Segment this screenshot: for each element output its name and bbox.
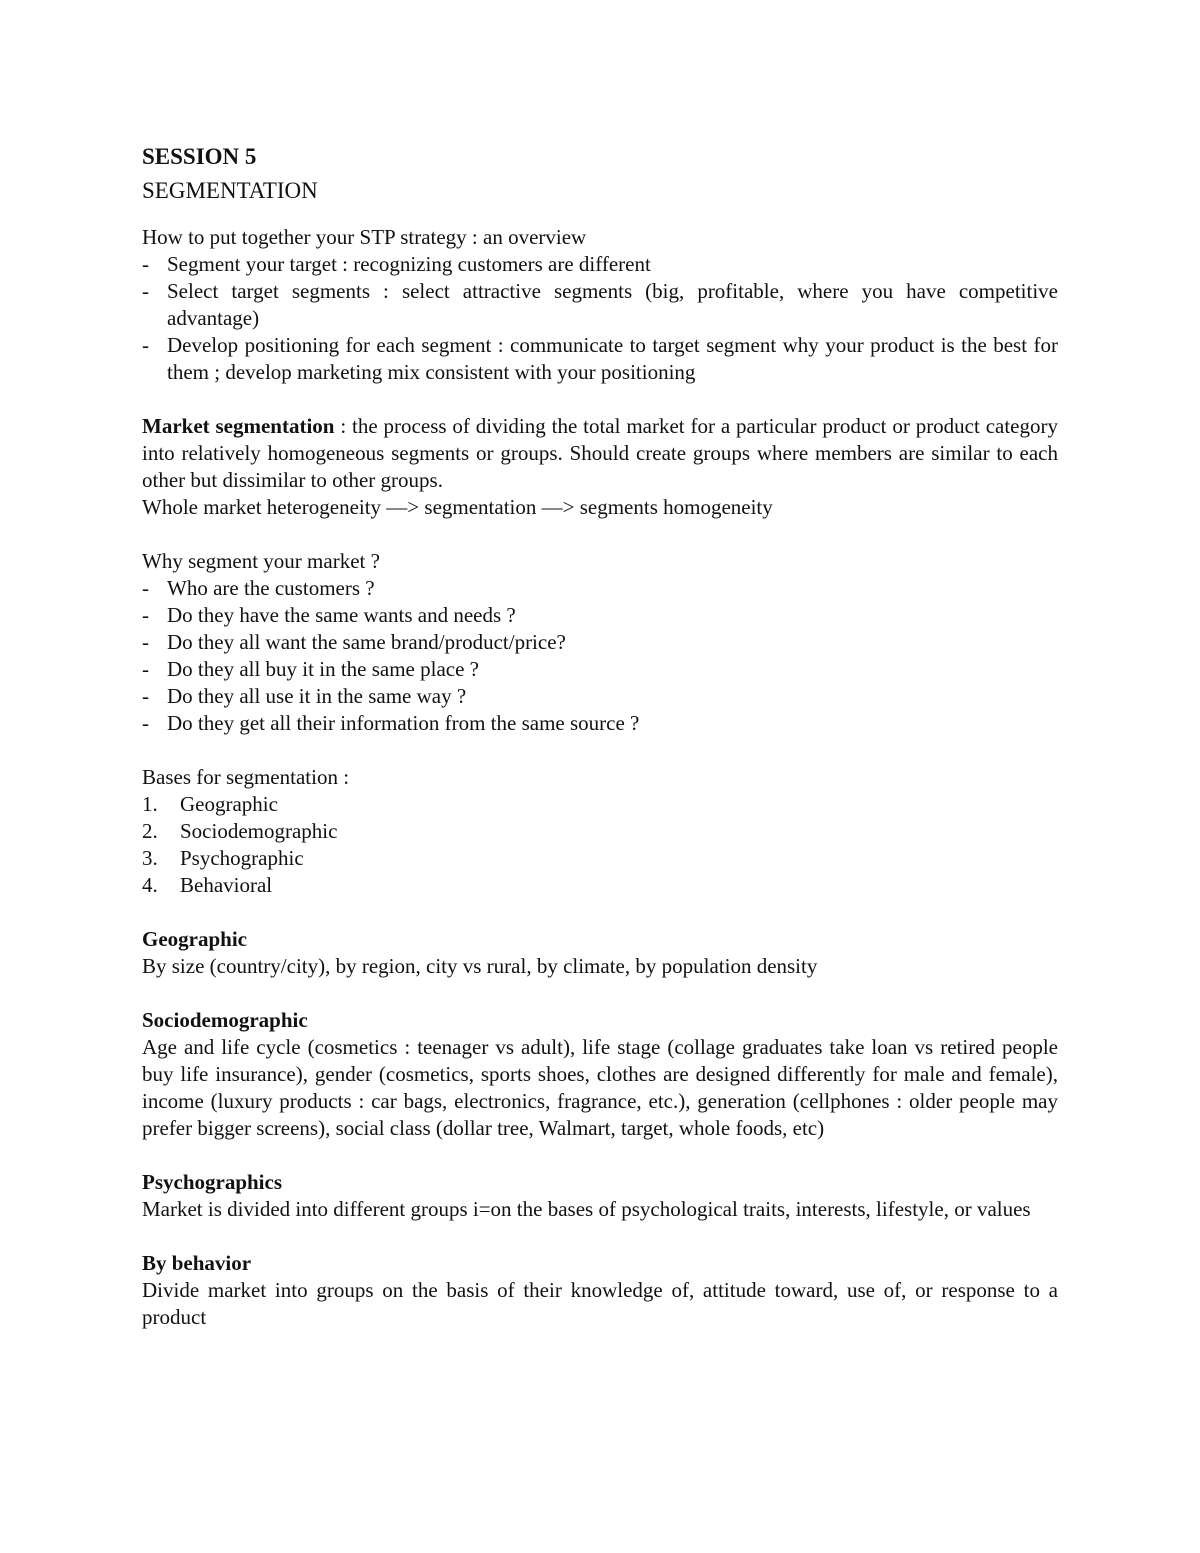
list-item-text: Do they all use it in the same way ? <box>167 684 467 708</box>
list-item-text: Behavioral <box>180 873 273 897</box>
list-number: 4. <box>142 873 158 897</box>
dash-marker: - <box>142 576 149 600</box>
list-item-text: Sociodemographic <box>180 819 338 843</box>
dash-marker: - <box>142 684 149 708</box>
list-number: 3. <box>142 846 158 870</box>
list-item-text: Do they all buy it in the same place ? <box>167 657 479 681</box>
list-item-text: Select target segments : select attractive segments (big, profitable, where you have competitive advantage) <box>167 279 1058 330</box>
list-item <box>142 629 1058 656</box>
behavior-text: Divide market into groups on the basis of their knowledge of, attitude toward, use of, or response to a product <box>142 1278 1058 1329</box>
list-item <box>142 656 1058 683</box>
list-item-text: Do they all want the same brand/product/price? <box>167 630 566 654</box>
list-item-text: Do they get all their information from the same source ? <box>167 711 640 735</box>
dash-marker: - <box>142 711 149 735</box>
list-item <box>142 575 1058 602</box>
market-segmentation-definition <box>142 413 1058 494</box>
behavior-heading: By behavior <box>142 1251 252 1275</box>
dash-marker: - <box>142 657 149 681</box>
dash-marker: - <box>142 630 149 654</box>
list-number: 1. <box>142 792 158 816</box>
topic-title: SEGMENTATION <box>142 178 318 203</box>
list-item <box>142 251 1058 278</box>
market-segmentation-text: : the process of dividing the total market for a particular product or product category into relatively homogeneous segments or groups. Should create groups where members are similar to each other but dissimilar to other groups. <box>142 414 1058 492</box>
list-item <box>142 710 1058 737</box>
list-item-text: Do they have the same wants and needs ? <box>167 603 516 627</box>
list-item-text: Develop positioning for each segment : communicate to target segment why your product is the best for them ; develop marketing mix consistent with your positioning <box>167 333 1058 384</box>
market-segmentation-term: Market segmentation <box>142 414 335 438</box>
list-item <box>142 602 1058 629</box>
list-item <box>142 818 1058 845</box>
bases-list <box>142 791 1058 899</box>
dash-marker: - <box>142 603 149 627</box>
sociodemographic-heading: Sociodemographic <box>142 1008 308 1032</box>
psychographics-text: Market is divided into different groups i=on the bases of psychological traits, interests, lifestyle, or values <box>142 1197 1031 1221</box>
dash-marker: - <box>142 252 149 276</box>
geographic-heading: Geographic <box>142 927 247 951</box>
list-item <box>142 872 1058 899</box>
geographic-text: By size (country/city), by region, city vs rural, by climate, by population density <box>142 954 818 978</box>
list-item-text: Who are the customers ? <box>167 576 375 600</box>
dash-marker: - <box>142 279 149 303</box>
list-item-text: Segment your target : recognizing customers are different <box>167 252 651 276</box>
session-title: SESSION 5 <box>142 144 257 169</box>
dash-marker: - <box>142 333 149 357</box>
bases-intro: Bases for segmentation : <box>142 765 350 789</box>
list-item <box>142 683 1058 710</box>
psychographics-heading: Psychographics <box>142 1170 283 1194</box>
list-item <box>142 332 1058 386</box>
list-number: 2. <box>142 819 158 843</box>
stp-intro: How to put together your STP strategy : an overview <box>142 225 587 249</box>
list-item <box>142 278 1058 332</box>
why-segment-list <box>142 575 1058 737</box>
document-page <box>142 140 1058 1331</box>
list-item-text: Geographic <box>180 792 278 816</box>
stp-list <box>142 251 1058 386</box>
list-item-text: Psychographic <box>180 846 304 870</box>
list-item <box>142 791 1058 818</box>
list-item <box>142 845 1058 872</box>
why-segment-question: Why segment your market ? <box>142 549 380 573</box>
sociodemographic-text: Age and life cycle (cosmetics : teenager vs adult), life stage (collage graduates take loan vs retired people buy life insurance), gender (cosmetics, sports shoes, clothes are designed differently for male and female), income (luxury products : car bags, electronics, fragrance, etc.), generation (cellphones : older people may prefer bigger screens), social class (dollar tree, Walmart, target, whole foods, etc) <box>142 1035 1058 1140</box>
segmentation-flow: Whole market heterogeneity —> segmentation —> segments homogeneity <box>142 495 773 519</box>
